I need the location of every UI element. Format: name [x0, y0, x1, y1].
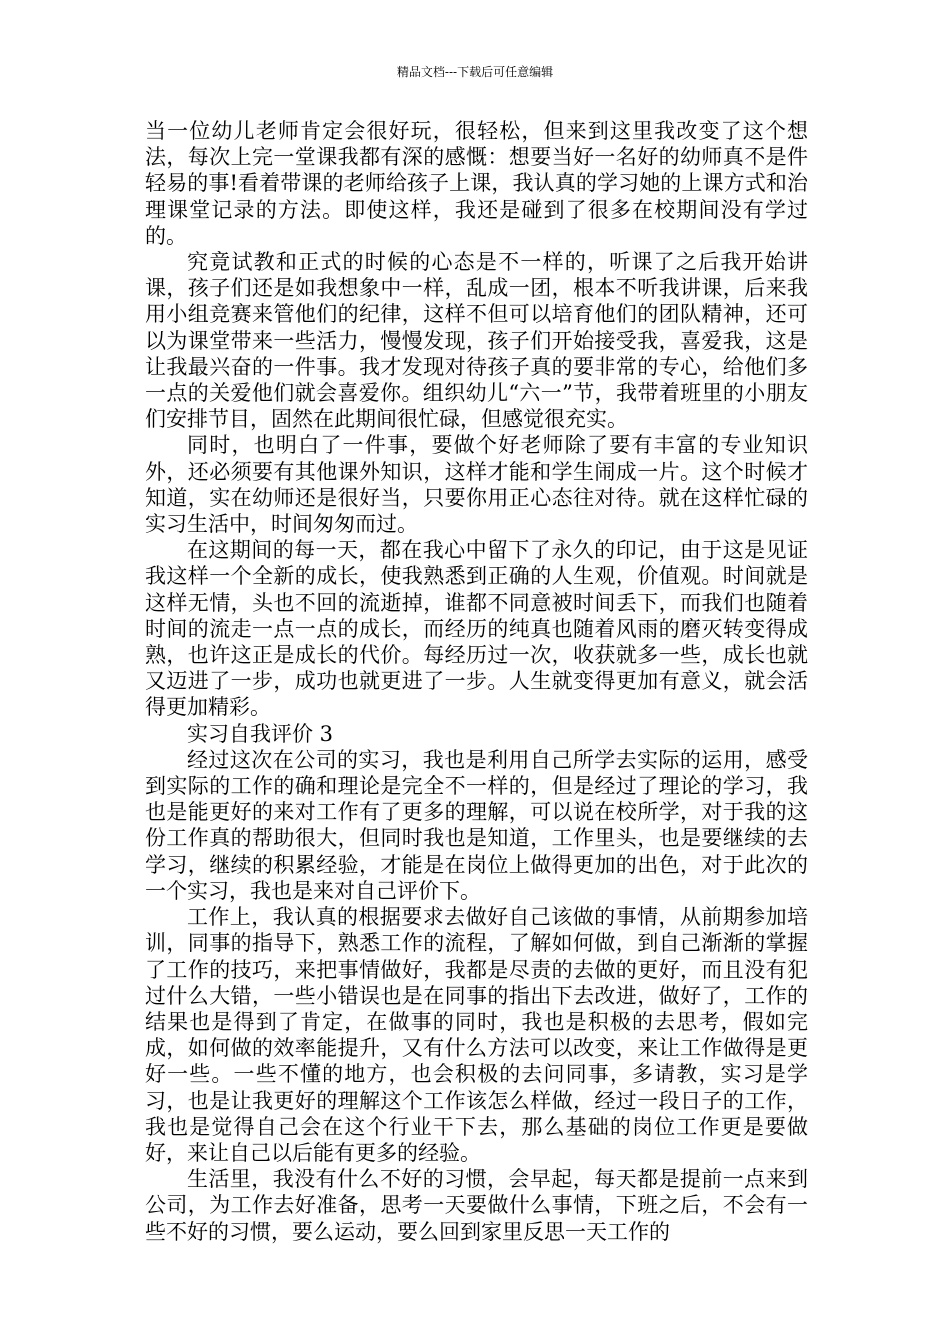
paragraph-3: 同时，也明白了一件事，要做个好老师除了要有丰富的专业知识外，还必须要有其他课外知识，这样才能和学生闹成一片。这个时候才知道，实在幼师还是很好当，只要你用正心态往对待。就在这样忙碌的实习生活中，时间匆匆而过。 — [145, 433, 808, 537]
paragraph-7: 生活里，我没有什么不好的习惯，会早起，每天都是提前一点来到公司，为工作去好准备，思考一天要做什么事情，下班之后，不会有一些不好的习惯，要么运动，要么回到家里反思一天工作的 — [145, 1167, 808, 1244]
paragraph-1: 当一位幼儿老师肯定会很好玩，很轻松，但来到这里我改变了这个想法，每次上完一堂课我都有深的感慨：想要当好一名好的幼师真不是件轻易的事!看着带课的老师给孩子上课，我认真的学习她的上课方式和治理课堂记录的方法。即使这样，我还是碰到了很多在校期间没有学过的。 — [145, 119, 808, 248]
paragraph-6: 工作上，我认真的根据要求去做好自己该做的事情，从前期参加培训，同事的指导下，熟悉工作的流程，了解如何做，到自己渐渐的掌握了工作的技巧，来把事情做好，我都是尽责的去做的更好，而且没有犯过什么大错，一些小错误也是在同事的指出下去改进，做好了，工作的结果也是得到了肯定，在做事的同时，我也是积极的去思考，假如完成，如何做的效率能提升，又有什么方法可以改变，来让工作做得是更好一些。一些不懂的地方，也会积极的去问同事，多请教，实习是学习，也是让我更好的理解这个工作该怎么样做，经过一段日子的工作，我也是觉得自己会在这个行业干下去，那么基础的岗位工作更是要做好，来让自己以后能有更多的经验。 — [145, 905, 808, 1165]
paragraph-5: 经过这次在公司的实习，我也是利用自己所学去实际的运用，感受到实际的工作的确和理论是完全不一样的，但是经过了理论的学习，我也是能更好的来对工作有了更多的理解，可以说在校所学，对于我的这份工作真的帮助很大，但同时我也是知道，工作里头，也是要继续的去学习，继续的积累经验，才能是在岗位上做得更加的出色，对于此次的一个实习，我也是来对自己评价下。 — [145, 747, 808, 903]
page-header: 精品文档---下载后可任意编辑 — [396, 65, 554, 79]
paragraph-2: 究竟试教和正式的时候的心态是不一样的，听课了之后我开始讲课，孩子们还是如我想象中一样，乱成一团，根本不听我讲课，后来我用小组竞赛来管他们的纪律，这样不但可以培育他们的团队精神，还可以为课堂带来一些活力，慢慢发现，孩子们开始接受我，喜爱我，这是让我最兴奋的一件事。我才发现对待孩子真的要非常的专心，给他们多一点的关爱他们就会喜爱你。组织幼儿“六一”节，我带着班里的小朋友们安排节目，固然在此期间很忙碌，但感觉很充实。 — [145, 250, 808, 432]
paragraph-4: 在这期间的每一天，都在我心中留下了永久的印记，由于这是见证我这样一个全新的成长，使我熟悉到正确的人生观，价值观。时间就是这样无情，头也不回的流逝掉，谁都不同意被时间丢下，而我们也随着时间的流走一点一点的成长，而经历的纯真也随着风雨的磨灭转变得成熟，也许这正是成长的代价。每经历过一次，收获就多一些，成长也就又迈进了一步，成功也就更进了一步。人生就变得更加有意义，就会活得更加精彩。 — [145, 538, 808, 720]
document-body — [145, 118, 808, 1245]
section-heading: 实习自我评价 3 — [187, 721, 334, 746]
